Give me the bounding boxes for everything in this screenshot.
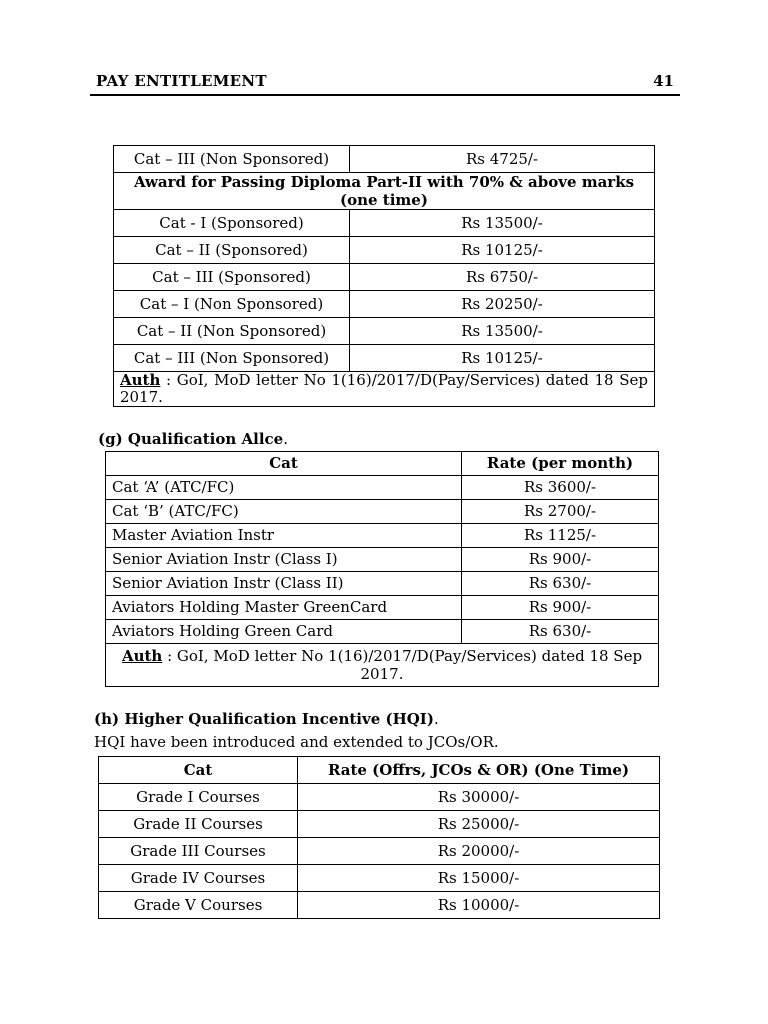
table-row [106, 500, 659, 524]
section-h-heading [94, 710, 439, 728]
auth-text: : GoI, MoD letter No 1(16)/2017/D(Pay/Services) dated 18 Sep 2017. [162, 647, 643, 683]
rate-cell: Rs 3600/- [462, 476, 659, 500]
table-row [99, 865, 660, 892]
table-row [114, 237, 655, 264]
table-row [114, 291, 655, 318]
table-row [99, 811, 660, 838]
rate-cell: Rs 25000/- [298, 811, 660, 838]
cat-cell: Aviators Holding Master GreenCard [106, 596, 462, 620]
table-row [99, 784, 660, 811]
table-row [114, 372, 655, 407]
rate-cell: Rs 30000/- [298, 784, 660, 811]
table-row [99, 892, 660, 919]
rate-cell: Rs 15000/- [298, 865, 660, 892]
table-row [106, 476, 659, 500]
table-row [114, 318, 655, 345]
cat-cell: Cat – I (Non Sponsored) [114, 291, 350, 318]
award-heading: Award for Passing Diploma Part-II with 70% & above marks (one time) [114, 173, 655, 210]
table-row [106, 596, 659, 620]
section-g-suffix: . [283, 430, 289, 448]
table-row [106, 572, 659, 596]
cat-cell: Cat ‘B’ (ATC/FC) [106, 500, 462, 524]
col-header-cat: Cat [106, 452, 462, 476]
table-header-row [99, 757, 660, 784]
table-row [114, 264, 655, 291]
section-h-title: (h) Higher Qualification Incentive (HQI) [94, 710, 434, 728]
auth-note [114, 372, 655, 407]
cat-cell: Grade I Courses [99, 784, 298, 811]
section-h-suffix: . [433, 710, 439, 728]
page-title: PAY ENTITLEMENT [96, 72, 267, 90]
cat-cell: Grade II Courses [99, 811, 298, 838]
rate-cell: Rs 630/- [462, 620, 659, 644]
col-header-rate: Rate (per month) [462, 452, 659, 476]
cat-cell: Cat – III (Sponsored) [114, 264, 350, 291]
auth-text: : GoI, MoD letter No 1(16)/2017/D(Pay/Services) dated 18 Sep 2017. [120, 371, 648, 406]
auth-label: Auth [120, 371, 161, 389]
rate-cell: Rs 13500/- [350, 318, 655, 345]
rate-cell: Rs 1125/- [462, 524, 659, 548]
cat-cell: Grade III Courses [99, 838, 298, 865]
qualification-allce-table [105, 451, 659, 687]
rate-cell: Rs 2700/- [462, 500, 659, 524]
table-row [106, 548, 659, 572]
rate-cell: Rs 4725/- [350, 146, 655, 173]
cat-cell: Master Aviation Instr [106, 524, 462, 548]
cat-cell: Cat – III (Non Sponsored) [114, 146, 350, 173]
page-number: 41 [653, 72, 674, 90]
rate-cell: Rs 13500/- [350, 210, 655, 237]
table-row [114, 345, 655, 372]
rate-cell: Rs 20250/- [350, 291, 655, 318]
table-row [114, 173, 655, 210]
table-row [106, 620, 659, 644]
table-header-row [106, 452, 659, 476]
section-h-intro: HQI have been introduced and extended to JCOs/OR. [94, 733, 499, 751]
cat-cell: Cat – III (Non Sponsored) [114, 345, 350, 372]
col-header-cat: Cat [99, 757, 298, 784]
rate-cell: Rs 10125/- [350, 237, 655, 264]
table-row [114, 210, 655, 237]
table-row [99, 838, 660, 865]
cat-cell: Grade IV Courses [99, 865, 298, 892]
diploma-award-table [113, 145, 655, 407]
col-header-rate: Rate (Offrs, JCOs & OR) (One Time) [298, 757, 660, 784]
hqi-table [98, 756, 660, 919]
cat-cell: Aviators Holding Green Card [106, 620, 462, 644]
cat-cell: Senior Aviation Instr (Class I) [106, 548, 462, 572]
auth-note [106, 644, 659, 687]
rate-cell: Rs 20000/- [298, 838, 660, 865]
rate-cell: Rs 630/- [462, 572, 659, 596]
rate-cell: Rs 10000/- [298, 892, 660, 919]
table-row [114, 146, 655, 173]
table-row [106, 644, 659, 687]
section-g-title: (g) Qualification Allce [98, 430, 284, 448]
section-g-heading [98, 430, 288, 448]
rate-cell: Rs 6750/- [350, 264, 655, 291]
cat-cell: Grade V Courses [99, 892, 298, 919]
cat-cell: Cat – II (Sponsored) [114, 237, 350, 264]
cat-cell: Senior Aviation Instr (Class II) [106, 572, 462, 596]
cat-cell: Cat - I (Sponsored) [114, 210, 350, 237]
rate-cell: Rs 900/- [462, 596, 659, 620]
table-row [106, 524, 659, 548]
cat-cell: Cat – II (Non Sponsored) [114, 318, 350, 345]
rate-cell: Rs 900/- [462, 548, 659, 572]
cat-cell: Cat ‘A’ (ATC/FC) [106, 476, 462, 500]
auth-label: Auth [121, 647, 163, 665]
rate-cell: Rs 10125/- [350, 345, 655, 372]
page-header [90, 70, 680, 96]
